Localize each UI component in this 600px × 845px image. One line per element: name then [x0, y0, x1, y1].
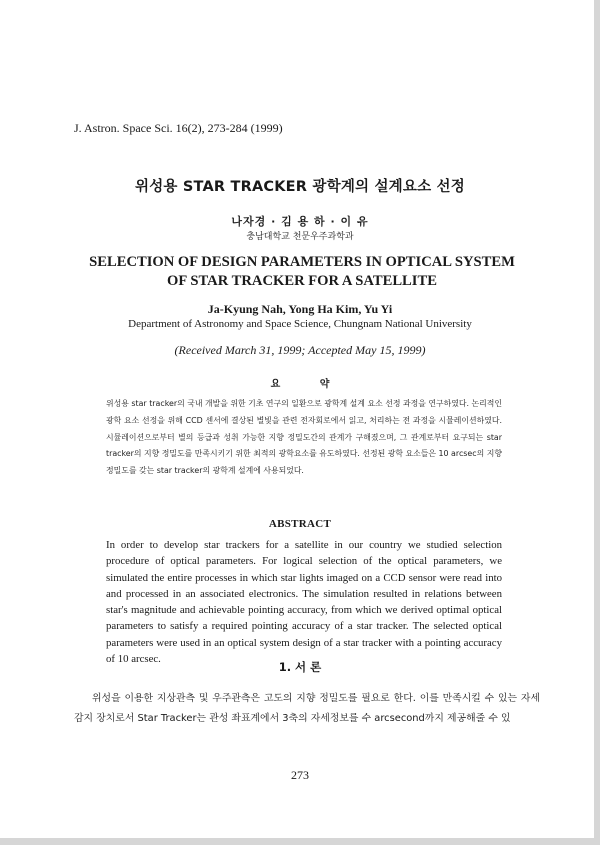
scan-edge-bottom [0, 838, 600, 845]
received-accepted-dates: (Received March 31, 1999; Accepted May 15, 1999) [174, 343, 426, 357]
introduction-paragraph: 위성을 이용한 지상관측 및 우주관측은 고도의 지향 정밀도를 필요로 한다. 이를 만족시킬 수 있는 자세 감지 장치로서 Star Tracker는 관성 좌표계에서 3축의 자세정보를 수 arcsecond까지 제공해줄 수 있 [74, 693, 540, 724]
korean-affiliation: 충남대학교 천문우주과학과 [246, 232, 354, 242]
korean-title: 위성용 STAR TRACKER 광학계의 설계요소 선정 [135, 179, 465, 195]
journal-reference: J. Astron. Space Sci. 16(2), 273-284 (1999) [74, 121, 283, 135]
korean-abstract-heading: 요 약 [270, 379, 348, 390]
abstract-text: In order to develop star trackers for a satellite in our country we studied selection procedure of optical parameters. For logical selection of the optical parameters, we simulated the entire processes in which star lights imaged on a CCD sensor were read into and processed in an associated electronics. The simulation resulted in relations between star's magnitude and achievable pointing accuracy, from which we derived optimal optical parameters to satisfy a required pointing accuracy of a star tracker. The selected optical parameters were used in an optical system design of a star tracker with a pointing accuracy of 10 arcsec. [106, 539, 502, 666]
scan-edge-right [594, 0, 600, 845]
english-affiliation: Department of Astronomy and Space Science, Chungnam National University [128, 318, 472, 330]
english-title [60, 253, 544, 291]
english-title-line2: OF STAR TRACKER FOR A SATELLITE [167, 273, 437, 289]
english-title-line1: SELECTION OF DESIGN PARAMETERS IN OPTICAL SYSTEM [89, 254, 515, 270]
section-heading-introduction: 1. 서 론 [278, 660, 322, 674]
korean-abstract-text: 위성용 star tracker의 국내 개발을 위한 기초 연구의 일환으로 광학계 설계 요소 선정 과정을 연구하였다. 논리적인 광학 요소 선정을 위해 CCD 센서에 결상된 별빛을 관련 전자회로에서 읽고, 처리하는 전 과정을 시뮬레이션하였다. 시뮬레이션으로부터 별의 등급과 성취 가능한 지향 정밀도간의 관계가 구해졌으며, 그 관계로부터 요구되는 star tracker의 지향 정밀도를 만족시키기 위한 최적의 광학요소를 유도하였다. 선정된 광학 요소들은 10 arcsec의 지향 정밀도를 갖는 star tracker의 광학계 설계에 사용되었다. [106, 399, 502, 476]
abstract-heading: ABSTRACT [268, 518, 332, 530]
korean-authors: 나자경 · 김 용 하 · 이 유 [231, 215, 369, 228]
page-number: 273 [291, 768, 309, 782]
english-authors: Ja-Kyung Nah, Yong Ha Kim, Yu Yi [207, 302, 393, 316]
